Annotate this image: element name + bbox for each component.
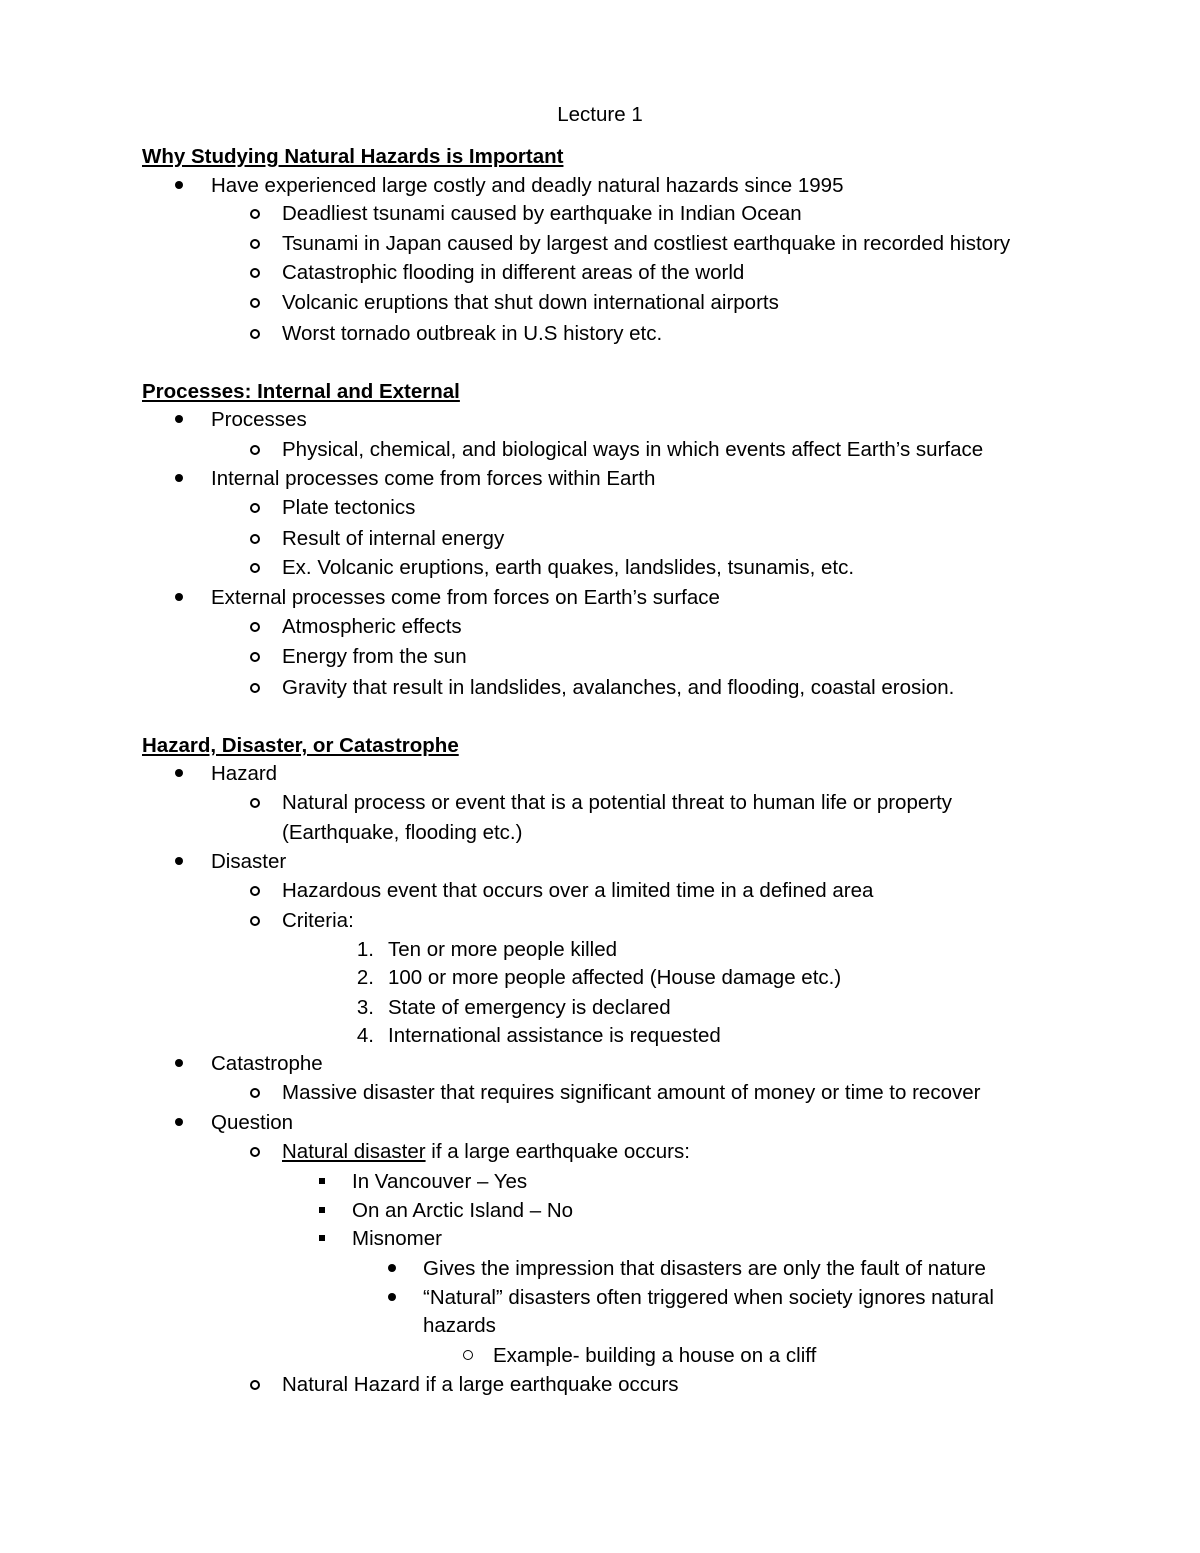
circle-bullet-icon bbox=[250, 886, 260, 896]
circle-bullet-icon bbox=[250, 298, 260, 308]
list-item: Misnomer bbox=[352, 1227, 442, 1250]
circle-bullet-icon bbox=[250, 268, 260, 278]
list-number: 4. bbox=[356, 1024, 374, 1047]
section-heading: Why Studying Natural Hazards is Important bbox=[142, 145, 564, 168]
list-number: 3. bbox=[356, 996, 374, 1019]
list-item: Hazardous event that occurs over a limited time in a defined area bbox=[282, 879, 874, 902]
list-item: Disaster bbox=[211, 850, 287, 873]
list-item: Gravity that result in landslides, avalanches, and flooding, coastal erosion. bbox=[282, 676, 955, 699]
bullet-icon bbox=[388, 1264, 396, 1272]
list-item: On an Arctic Island – No bbox=[352, 1199, 574, 1222]
list-item: Plate tectonics bbox=[282, 496, 416, 519]
circle-bullet-icon bbox=[250, 916, 260, 926]
list-item: Catastrophic flooding in different areas of the world bbox=[282, 261, 745, 284]
bullet-icon bbox=[175, 1059, 183, 1067]
bullet-icon bbox=[175, 769, 183, 777]
list-item: Gives the impression that disasters are only the fault of nature bbox=[423, 1257, 986, 1280]
bullet-icon bbox=[175, 415, 183, 423]
square-bullet-icon bbox=[319, 1207, 325, 1213]
page-title: Lecture 1 bbox=[557, 103, 643, 126]
list-item: Volcanic eruptions that shut down international airports bbox=[282, 291, 779, 314]
list-item: Result of internal energy bbox=[282, 527, 505, 550]
circle-bullet-icon bbox=[250, 683, 260, 693]
list-item: State of emergency is declared bbox=[388, 996, 671, 1019]
circle-bullet-icon bbox=[250, 534, 260, 544]
list-item bbox=[282, 1137, 690, 1166]
list-number: 1. bbox=[356, 938, 374, 961]
circle-bullet-icon bbox=[250, 445, 260, 455]
list-item: Worst tornado outbreak in U.S history etc. bbox=[282, 322, 663, 345]
list-item: Ex. Volcanic eruptions, earth quakes, landslides, tsunamis, etc. bbox=[282, 556, 855, 579]
circle-bullet-icon bbox=[250, 563, 260, 573]
list-item-continuation: hazards bbox=[423, 1314, 496, 1337]
list-item: Energy from the sun bbox=[282, 645, 467, 668]
list-item: Atmospheric effects bbox=[282, 615, 462, 638]
circle-bullet-icon bbox=[250, 1380, 260, 1390]
list-item: Physical, chemical, and biological ways in which events affect Earth’s surface bbox=[282, 438, 984, 461]
bullet-icon bbox=[175, 593, 183, 601]
list-item-text: if a large earthquake occurs: bbox=[425, 1140, 690, 1163]
list-item: Natural Hazard if a large earthquake occurs bbox=[282, 1373, 679, 1396]
circle-bullet-icon bbox=[250, 209, 260, 219]
square-bullet-icon bbox=[319, 1235, 325, 1241]
list-number: 2. bbox=[356, 966, 374, 989]
list-item: Processes bbox=[211, 408, 307, 431]
square-bullet-icon bbox=[319, 1178, 325, 1184]
list-item: In Vancouver – Yes bbox=[352, 1170, 528, 1193]
list-item: International assistance is requested bbox=[388, 1024, 721, 1047]
circle-bullet-icon bbox=[250, 652, 260, 662]
circle-bullet-icon bbox=[463, 1350, 473, 1360]
circle-bullet-icon bbox=[250, 1147, 260, 1157]
bullet-icon bbox=[175, 857, 183, 865]
list-item: Hazard bbox=[211, 762, 278, 785]
list-item: “Natural” disasters often triggered when society ignores natural bbox=[423, 1286, 994, 1309]
list-item-continuation: (Earthquake, flooding etc.) bbox=[282, 821, 523, 844]
list-item: External processes come from forces on Earth’s surface bbox=[211, 586, 720, 609]
bullet-icon bbox=[175, 474, 183, 482]
underlined-term: Natural disaster bbox=[282, 1140, 426, 1163]
section-heading: Processes: Internal and External bbox=[142, 380, 460, 403]
list-item: Deadliest tsunami caused by earthquake in Indian Ocean bbox=[282, 202, 802, 225]
circle-bullet-icon bbox=[250, 329, 260, 339]
circle-bullet-icon bbox=[250, 1088, 260, 1098]
bullet-icon bbox=[175, 1118, 183, 1126]
list-item: Catastrophe bbox=[211, 1052, 323, 1075]
list-item: Massive disaster that requires significant amount of money or time to recover bbox=[282, 1081, 981, 1104]
list-item: Example- building a house on a cliff bbox=[493, 1344, 817, 1367]
bullet-icon bbox=[175, 181, 183, 189]
circle-bullet-icon bbox=[250, 239, 260, 249]
list-item: Internal processes come from forces within Earth bbox=[211, 467, 656, 490]
list-item: Natural process or event that is a potential threat to human life or property bbox=[282, 791, 953, 814]
circle-bullet-icon bbox=[250, 798, 260, 808]
list-item: Criteria: bbox=[282, 909, 354, 932]
bullet-icon bbox=[388, 1293, 396, 1301]
list-item: Tsunami in Japan caused by largest and costliest earthquake in recorded history bbox=[282, 232, 1011, 255]
list-item: 100 or more people affected (House damage etc.) bbox=[388, 966, 842, 989]
list-item: Ten or more people killed bbox=[388, 938, 618, 961]
section-heading: Hazard, Disaster, or Catastrophe bbox=[142, 734, 459, 757]
circle-bullet-icon bbox=[250, 503, 260, 513]
list-item: Question bbox=[211, 1111, 294, 1134]
list-item: Have experienced large costly and deadly natural hazards since 1995 bbox=[211, 174, 844, 197]
circle-bullet-icon bbox=[250, 622, 260, 632]
